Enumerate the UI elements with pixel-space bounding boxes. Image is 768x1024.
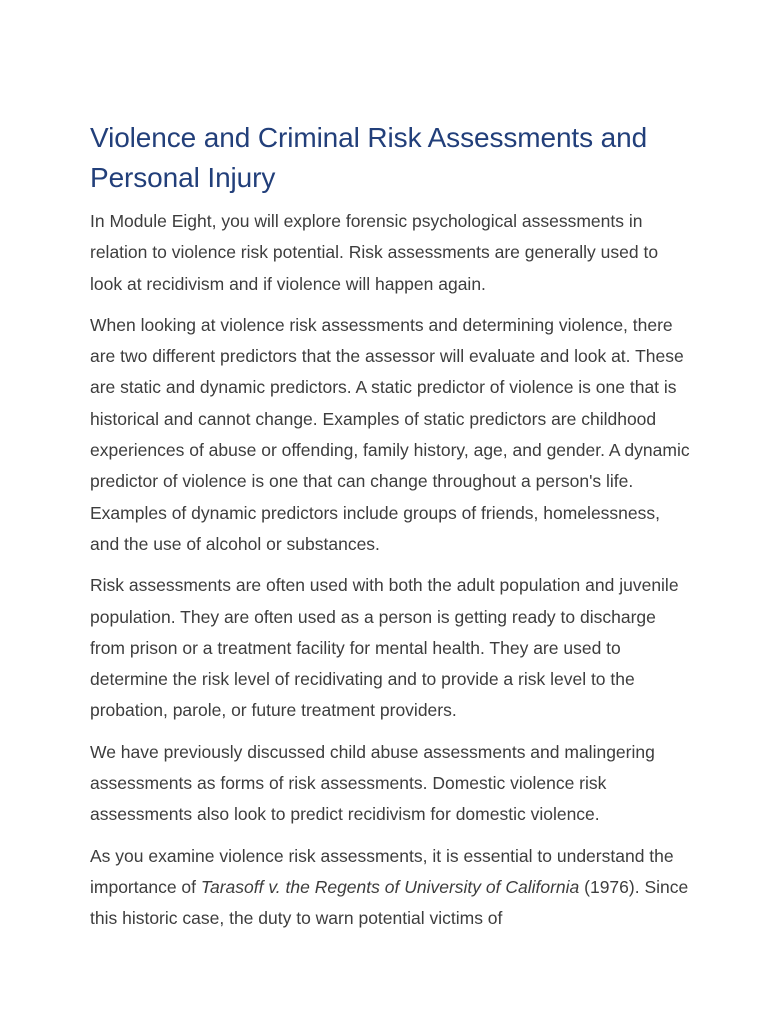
paragraph-tarasoff xyxy=(90,841,690,935)
tarasoff-text-after: (1976). Since this historic case, the duty to warn potential victims of xyxy=(90,876,689,929)
tarasoff-text-before: As you examine violence risk assessments, it is essential to understand the importance of xyxy=(90,845,674,897)
paragraph-populations: Risk assessments are often used with both the adult population and juvenile population. They are often used as a person is getting ready to discharge from prison or a treatment facility for mental health. They are used to determine the risk level of recidivating and to provide a risk level to the probation, parole, or future treatment providers. xyxy=(90,575,679,721)
paragraph-predictors: When looking at violence risk assessments and determining violence, there are two different predictors that the assessor will evaluate and look at. These are static and dynamic predictors. A static predictor of violence is one that is historical and cannot change. Examples of static predictors are childhood experiences of abuse or offending, family history, age, and gender. A dynamic predictor of violence is one that can change throughout a person's life. Examples of dynamic predictors include groups of friends, homelessness, and the use of alcohol or substances. xyxy=(90,314,690,554)
page-title: Violence and Criminal Risk Assessments and Personal Injury xyxy=(90,122,648,193)
case-name: Tarasoff v. the Regents of University of California xyxy=(200,876,580,897)
paragraph-intro: In Module Eight, you will explore forensic psychological assessments in relation to violence risk potential. Risk assessments are generally used to look at recidivism and if violence will happen again. xyxy=(90,211,659,294)
document-page xyxy=(90,118,690,945)
paragraph-previous-assessments: We have previously discussed child abuse assessments and malingering assessments as forms of risk assessments. Domestic violence risk assessments also look to predict recidivism for domestic violence. xyxy=(90,741,655,825)
